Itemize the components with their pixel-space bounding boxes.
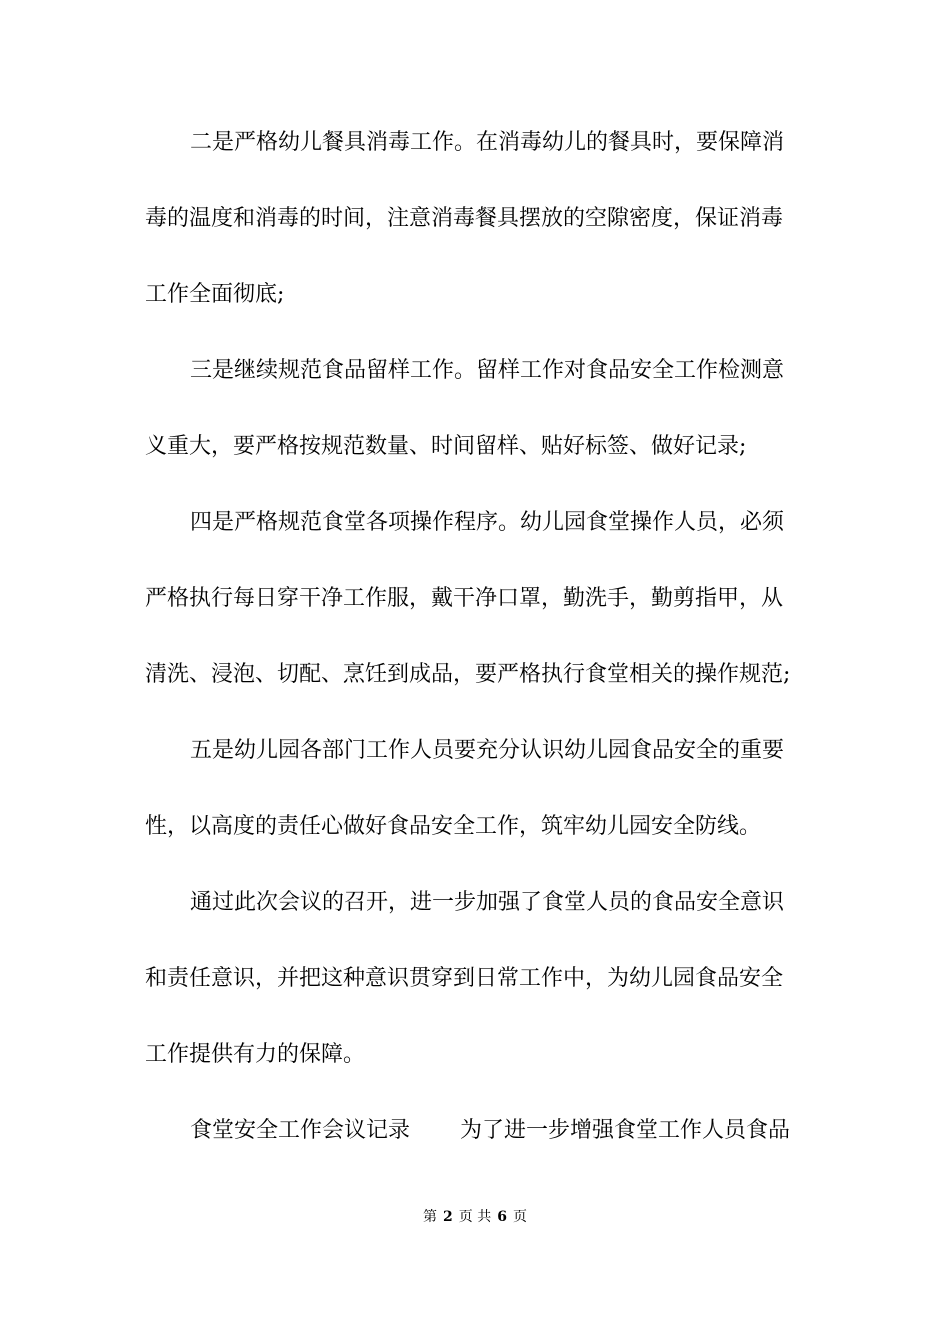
footer-page-number: 2 <box>443 1209 453 1225</box>
paragraph-line: 通过此次会议的召开，进一步加强了食堂人员的食品安全意识 <box>190 890 785 915</box>
footer-middle: 页 共 <box>458 1209 492 1225</box>
paragraph-line: 义重大，要严格按规范数量、时间留样、贴好标签、做好记录; <box>145 434 747 459</box>
document-body <box>145 130 810 1194</box>
paragraph-line: 和责任意识，并把这种意识贯穿到日常工作中，为幼儿园食品安全 <box>145 966 784 991</box>
section-text: 为了进一步增强食堂工作人员食品 <box>460 1118 791 1143</box>
paragraph-line: 严格执行每日穿干净工作服，戴干净口罩，勤洗手，勤剪指甲，从 <box>145 586 784 611</box>
paragraph-line: 性，以高度的责任心做好食品安全工作，筑牢幼儿园安全防线。 <box>145 814 762 839</box>
paragraph-line: 工作提供有力的保障。 <box>145 1042 366 1067</box>
paragraph-line: 工作全面彻底; <box>145 282 285 307</box>
section-title: 食堂安全工作会议记录 <box>190 1118 411 1143</box>
paragraph-line: 二是严格幼儿餐具消毒工作。在消毒幼儿的餐具时，要保障消 <box>190 130 785 155</box>
paragraph-line: 毒的温度和消毒的时间，注意消毒餐具摆放的空隙密度，保证消毒 <box>145 206 784 231</box>
page-footer <box>0 1208 950 1226</box>
paragraph-line-with-title <box>145 1118 810 1143</box>
footer-prefix: 第 <box>423 1209 438 1225</box>
paragraph-line: 五是幼儿园各部门工作人员要充分认识幼儿园食品安全的重要 <box>190 738 785 763</box>
paragraph-line: 三是继续规范食品留样工作。留样工作对食品安全工作检测意 <box>190 358 785 383</box>
footer-suffix: 页 <box>512 1209 527 1225</box>
footer-total-pages: 6 <box>497 1209 507 1225</box>
paragraph-line: 清洗、浸泡、切配、烹饪到成品，要严格执行食堂相关的操作规范; <box>145 662 791 687</box>
paragraph-line: 四是严格规范食堂各项操作程序。幼儿园食堂操作人员，必须 <box>190 510 785 535</box>
